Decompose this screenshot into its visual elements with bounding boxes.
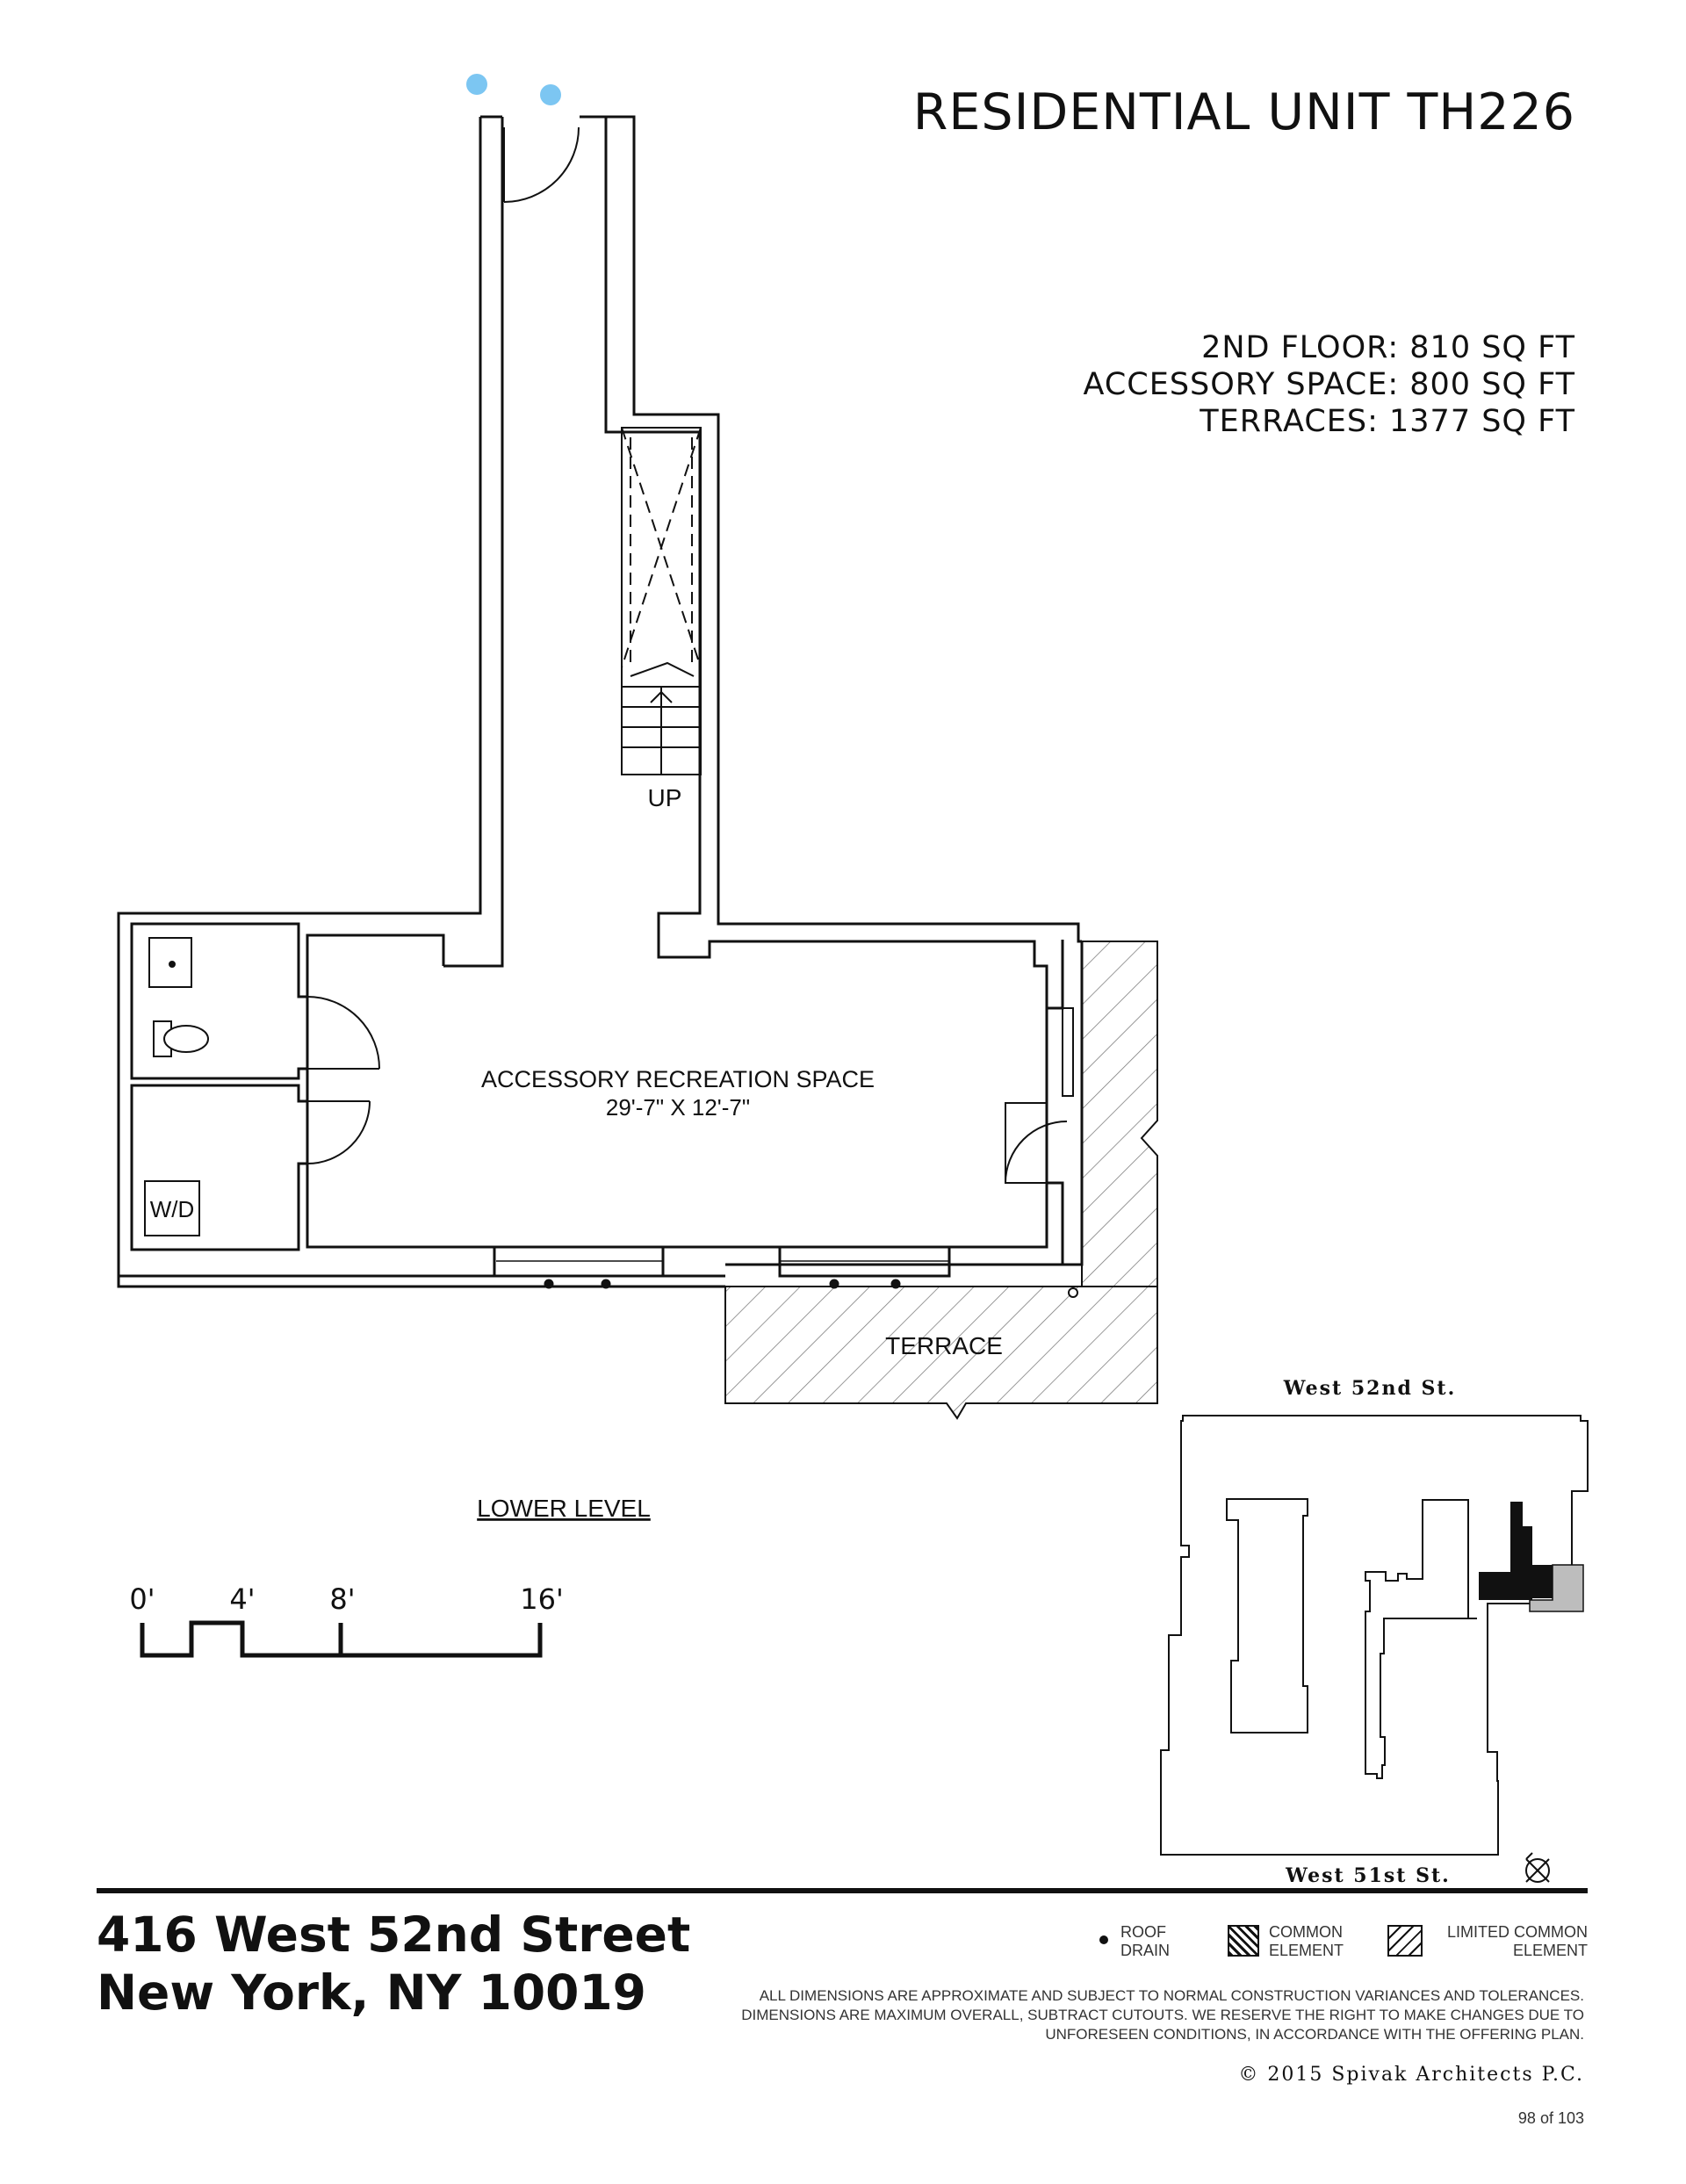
key-plan-courtyard-west xyxy=(1227,1499,1308,1733)
entry-door xyxy=(504,127,579,202)
scale-bar xyxy=(129,1582,563,1655)
address-line-2: New York, NY 10019 xyxy=(97,1964,646,2021)
scale-tick-8: 8' xyxy=(329,1582,356,1616)
stair xyxy=(622,428,701,775)
compass-icon xyxy=(1526,1853,1549,1882)
entry-marker-2 xyxy=(540,84,561,105)
address-block xyxy=(97,1906,691,2022)
scale-tick-0: 0' xyxy=(129,1582,155,1616)
wd-label: W/D xyxy=(149,1196,195,1222)
exterior-walls xyxy=(119,117,1082,1287)
terrace-east xyxy=(1082,941,1157,1287)
entry-marker-1 xyxy=(466,74,487,95)
scale-tick-16: 16' xyxy=(520,1582,564,1616)
room-dimensions: 29'-7" X 12'-7" xyxy=(605,1094,751,1121)
limited-common-element-swatch-icon xyxy=(1387,1925,1423,1957)
floor-area: 2ND FLOOR: 810 SQ FT xyxy=(1201,330,1575,365)
footer-rule xyxy=(97,1888,1588,1893)
room-name: ACCESSORY RECREATION SPACE xyxy=(480,1066,875,1092)
terrace-label: TERRACE xyxy=(885,1332,1003,1359)
legend-roof-drain-label: ROOF DRAIN xyxy=(1120,1923,1171,1959)
area-summary xyxy=(1084,329,1576,440)
roof-drain-icon xyxy=(1099,1935,1108,1944)
terrace-area: TERRACES: 1377 SQ FT xyxy=(1200,404,1575,439)
key-plan-south-street: West 51st St. xyxy=(1286,1864,1451,1887)
up-label: UP xyxy=(647,784,682,811)
legend-common-element-label: COMMON ELEMENT xyxy=(1269,1923,1344,1959)
disclaimer: ALL DIMENSIONS ARE APPROXIMATE AND SUBJECT TO NORMAL CONSTRUCTION VARIANCES AND TOLERANCES. DIMENSIONS ARE MAXIMUM OVERALL, SUBTRACT CUTOUTS. WE RESERVE THE RIGHT TO MAKE CHANGES DUE TO UNFORESEEN CONDITIONS, IN ACCORDANCE WITH THE OFFERING PLAN. xyxy=(741,1987,1584,2043)
page-number: 98 of 103 xyxy=(1517,2109,1584,2127)
copyright: © 2015 Spivak Architects P.C. xyxy=(1238,2064,1584,2086)
scale-tick-4: 4' xyxy=(229,1582,256,1616)
key-plan xyxy=(1161,1377,1588,1887)
common-element-swatch-icon xyxy=(1228,1925,1259,1957)
unit-title: RESIDENTIAL UNIT TH226 xyxy=(912,83,1575,141)
key-plan-north-street: West 52nd St. xyxy=(1283,1377,1457,1400)
bathroom-fixtures xyxy=(149,938,208,1056)
legend-limited-common-element-label: LIMITED COMMON ELEMENT xyxy=(1447,1923,1588,1959)
address-line-1: 416 West 52nd Street xyxy=(97,1906,691,1963)
accessory-area: ACCESSORY SPACE: 800 SQ FT xyxy=(1083,367,1575,402)
level-label: LOWER LEVEL xyxy=(477,1495,651,1522)
